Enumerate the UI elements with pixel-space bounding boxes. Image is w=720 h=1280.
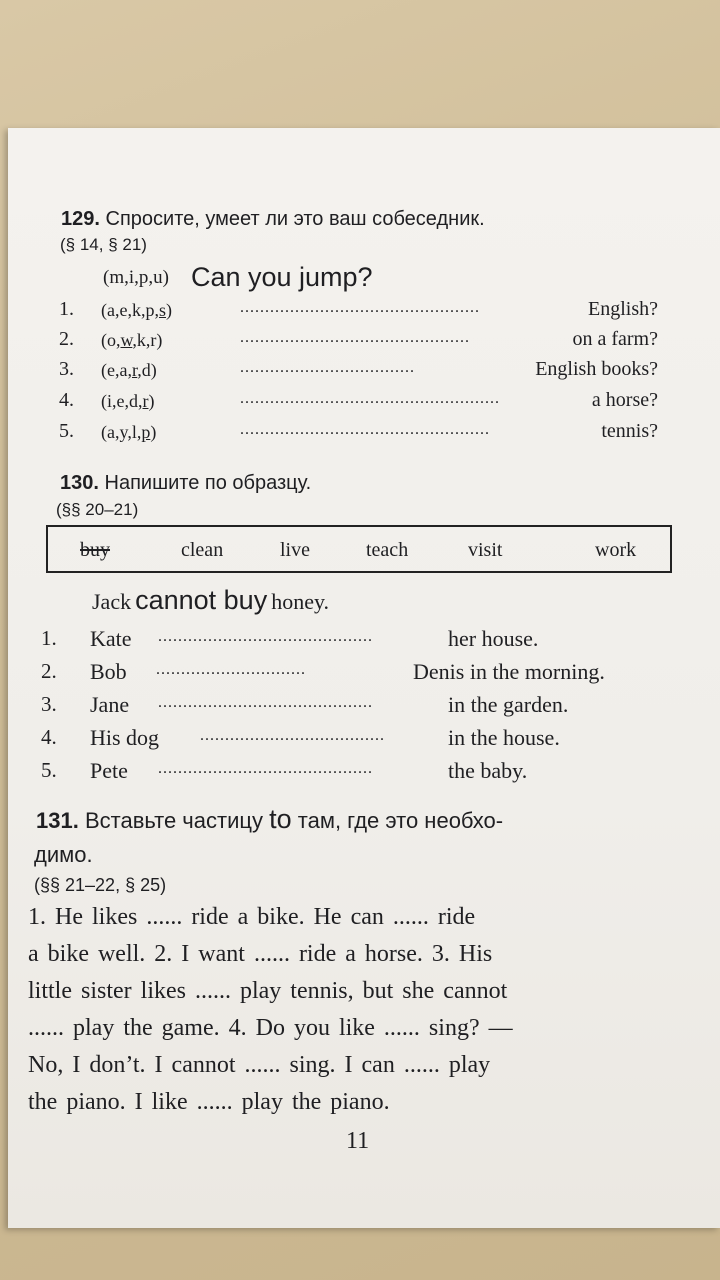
- letters-start: (o,: [101, 330, 121, 350]
- ex130-reference: (§§ 20–21): [56, 500, 139, 519]
- letters-end: ): [148, 391, 155, 411]
- letters-end: ,d): [137, 360, 157, 380]
- answer-blank: ...................................: [240, 359, 415, 376]
- ex130-heading: [60, 472, 311, 495]
- letter-hint: [101, 422, 156, 443]
- ex131-title-continued: димо.: [34, 842, 93, 867]
- ex131-title-particle: to: [269, 804, 292, 834]
- letter-underlined: r: [131, 360, 138, 380]
- ex130-title: Напишите по образцу.: [104, 472, 312, 494]
- word-buy: buy: [80, 539, 110, 561]
- sentence-ending: her house.: [448, 626, 539, 651]
- item-number: 2.: [41, 659, 57, 683]
- sentence-ending: English?: [588, 298, 658, 320]
- ex131-reference: (§§ 21–22, § 25): [34, 875, 167, 895]
- letters-end: ): [150, 422, 157, 442]
- ex130-example: [92, 585, 329, 616]
- item-subject: Jane: [90, 692, 130, 717]
- answer-blank: ..................................................: [240, 421, 490, 438]
- word-work: work: [595, 539, 637, 561]
- ex129-example-sentence: Can you jump?: [190, 262, 373, 292]
- item-number: 5.: [59, 420, 74, 442]
- letters-start: (e,a,: [101, 360, 132, 380]
- answer-blank: .....................................: [200, 727, 385, 744]
- item-number: 3.: [41, 692, 57, 716]
- letters-end: ,k,r): [132, 330, 163, 350]
- ex131-number: 131.: [36, 808, 79, 833]
- word-box: [46, 525, 672, 573]
- ex130-example-subject: Jack: [92, 589, 132, 614]
- letter-hint: [101, 300, 172, 321]
- word-clean: clean: [181, 539, 224, 561]
- ex131-title-end: там, где это необхо-: [297, 808, 504, 833]
- item-subject: Pete: [90, 758, 128, 783]
- sentence-ending: in the garden.: [448, 692, 569, 717]
- item-number: 4.: [59, 389, 74, 411]
- letter-underlined: r: [142, 391, 149, 411]
- letter-underlined: w: [120, 330, 133, 350]
- exercise-text-line: ...... play the game. 4. Do you like ...... sing? —: [28, 1015, 513, 1041]
- exercise-text-line: the piano. I like ...... play the piano.: [28, 1089, 390, 1115]
- item-number: 1.: [41, 626, 57, 650]
- exercise-text-line: a bike well. 2. I want ...... ride a horse. 3. His: [28, 941, 493, 967]
- ex129-heading: [61, 208, 485, 231]
- answer-blank: ..............................: [156, 661, 306, 678]
- page-number: 11: [346, 1128, 370, 1154]
- item-number: 4.: [41, 725, 57, 749]
- answer-blank: ...........................................: [158, 760, 373, 777]
- item-number: 5.: [41, 758, 57, 782]
- sentence-ending: Denis in the morning.: [413, 659, 605, 684]
- letter-underlined: p: [141, 422, 151, 442]
- sentence-ending: tennis?: [601, 420, 658, 442]
- textbook-page: [8, 128, 720, 1228]
- answer-blank: ................................................: [240, 299, 480, 316]
- letter-hint: [101, 330, 162, 351]
- item-subject: Bob: [90, 659, 127, 684]
- ex131-title-start: Вставьте частицу: [84, 808, 263, 833]
- word-live: live: [280, 539, 310, 561]
- ex131-heading: [36, 804, 503, 835]
- ex129-number: 129.: [61, 208, 100, 230]
- ex130-example-verb: cannot buy: [135, 585, 268, 615]
- sentence-ending: a horse?: [591, 389, 658, 411]
- sentence-ending: on a farm?: [572, 328, 658, 350]
- answer-blank: ....................................................: [240, 390, 500, 407]
- letters-start: (a,y,l,: [101, 422, 142, 442]
- letter-underlined: s: [158, 300, 166, 320]
- item-number: 2.: [59, 328, 74, 350]
- ex129-reference: (§ 14, § 21): [60, 235, 147, 254]
- ex130-example-object: honey.: [271, 589, 330, 614]
- item-subject: Kate: [90, 626, 132, 651]
- ex129-example: [103, 262, 373, 293]
- ex129-title: Спросите, умеет ли это ваш собеседник.: [105, 208, 485, 230]
- exercise-text-line: No, I don’t. I cannot ...... sing. I can ...... play: [28, 1052, 491, 1078]
- sentence-ending: English books?: [535, 358, 658, 380]
- letter-hint: [101, 360, 157, 381]
- letters-start: (i,e,d,: [101, 391, 143, 411]
- sentence-ending: in the house.: [448, 725, 560, 750]
- answer-blank: ..............................................: [240, 329, 470, 346]
- answer-blank: ...........................................: [158, 628, 373, 645]
- answer-blank: ...........................................: [158, 694, 373, 711]
- letters-start: (a,e,k,p,: [101, 300, 159, 320]
- letter-hint: [101, 391, 154, 412]
- item-number: 3.: [59, 358, 74, 380]
- item-subject: His dog: [90, 725, 160, 750]
- exercise-text-line: little sister likes ...... play tennis, but she cannot: [28, 978, 508, 1004]
- sentence-ending: the baby.: [448, 758, 528, 783]
- ex129-example-letters: (m,i,p,u): [103, 267, 169, 288]
- word-teach: teach: [366, 539, 409, 561]
- exercise-text-line: 1. He likes ...... ride a bike. He can ...... ride: [28, 904, 476, 930]
- ex130-number: 130.: [60, 472, 99, 494]
- letters-end: ): [166, 300, 172, 320]
- word-visit: visit: [468, 539, 503, 561]
- item-number: 1.: [59, 298, 74, 320]
